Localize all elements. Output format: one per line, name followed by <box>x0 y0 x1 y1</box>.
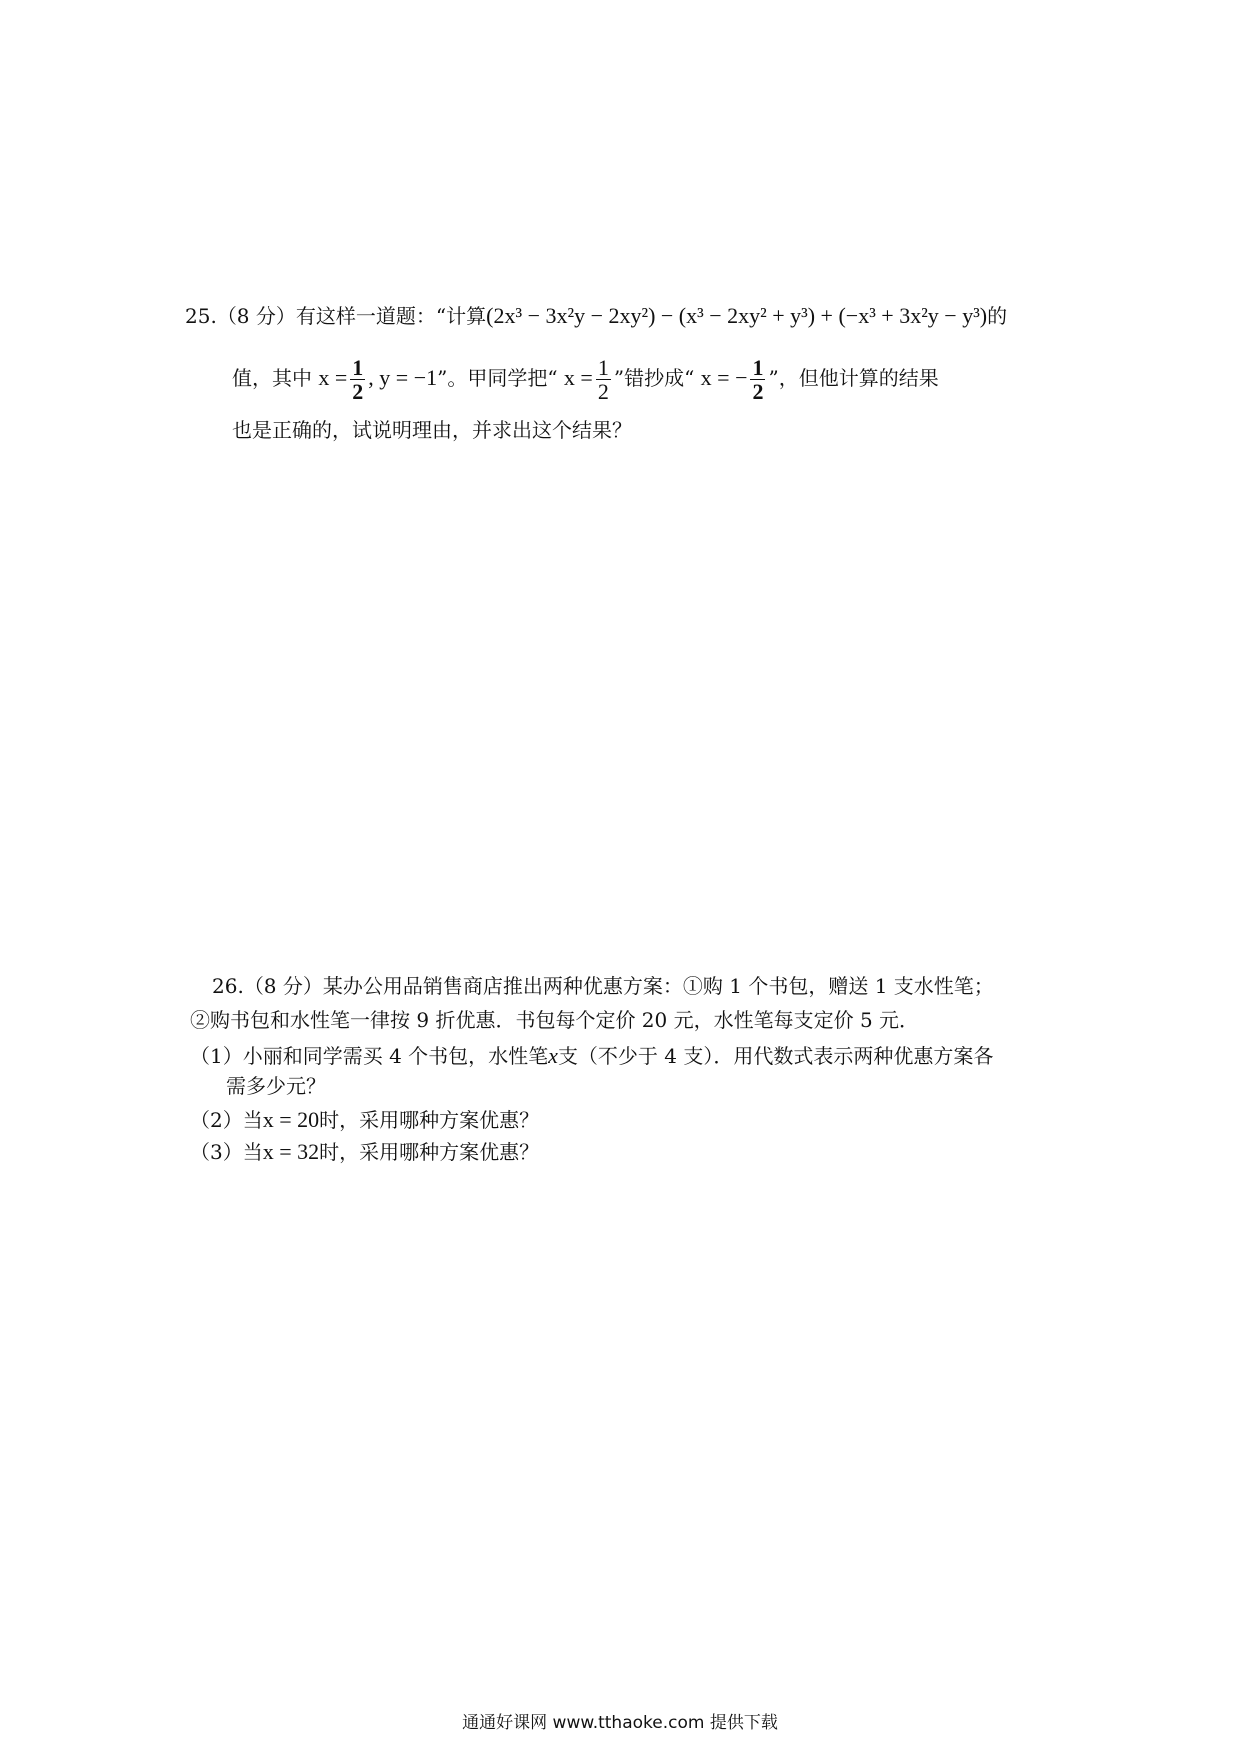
q26-sub1: （1）小丽和同学需买 4 个书包，水性笔x支（不少于 4 支）．用代数式表示两种优惠方案各 <box>190 1043 994 1068</box>
q26-sub2: （2）当x = 20时，采用哪种方案优惠？ <box>190 1107 540 1132</box>
q26-line2: ②购书包和水性笔一律按 9 折优惠．书包每个定价 20 元，水性笔每支定价 5 元． <box>190 1008 920 1032</box>
q26-var-x: x <box>548 1043 558 1068</box>
q25-intro-end: 的 <box>987 304 1008 328</box>
q25-score: （8 分） <box>216 304 296 328</box>
q25-line1 <box>185 302 1007 330</box>
q25-number: 25. <box>185 304 217 328</box>
q26-sub3-equation: x = 32 <box>262 1139 320 1164</box>
q25-fraction-neg-half: $\frac{1}{2}$ <box>752 355 764 405</box>
q25-fraction-half-2: $\frac{1}{2}$ <box>597 355 609 405</box>
q26-sub1-cont: 需多少元？ <box>226 1074 326 1098</box>
q25-line2-a: 值，其中 <box>232 366 312 391</box>
q25-expression: (2x³ − 3x²y − 2xy²) − (x³ − 2xy² + y³) + (−x³ + 3x²y − y³) <box>486 303 988 328</box>
q25-line2-b: ”。甲同学把“ <box>437 366 558 391</box>
q25-x-eq-3: x = − <box>700 365 748 391</box>
q25-line3: 也是正确的，试说明理由，并求出这个结果？ <box>232 418 632 442</box>
q25-line2-c: ”错抄成“ <box>613 366 695 391</box>
q26-line1: 26.（8 分）某办公用品销售商店推出两种优惠方案：①购 1 个书包，赠送 1 支水性笔； <box>212 974 994 998</box>
q25-x-eq: x = <box>318 365 348 391</box>
q25-y-eq: , y = −1 <box>368 365 438 391</box>
page-footer: 通通好课网 www.tthaoke.com 提供下载 <box>462 1713 778 1733</box>
q25-x-eq-2: x = <box>563 365 593 391</box>
q25-line2 <box>232 356 939 403</box>
q26-score: （8 分） <box>243 974 323 998</box>
q26-sub2-equation: x = 20 <box>262 1107 320 1132</box>
q25-line2-d: ”，但他计算的结果 <box>768 366 939 391</box>
q25-intro: 有这样一道题：“计算 <box>295 304 487 328</box>
q26-number: 26. <box>212 974 244 998</box>
q26-sub3: （3）当x = 32时，采用哪种方案优惠？ <box>190 1139 540 1164</box>
q25-fraction-half: $\frac{1}{2}$ <box>352 355 364 405</box>
